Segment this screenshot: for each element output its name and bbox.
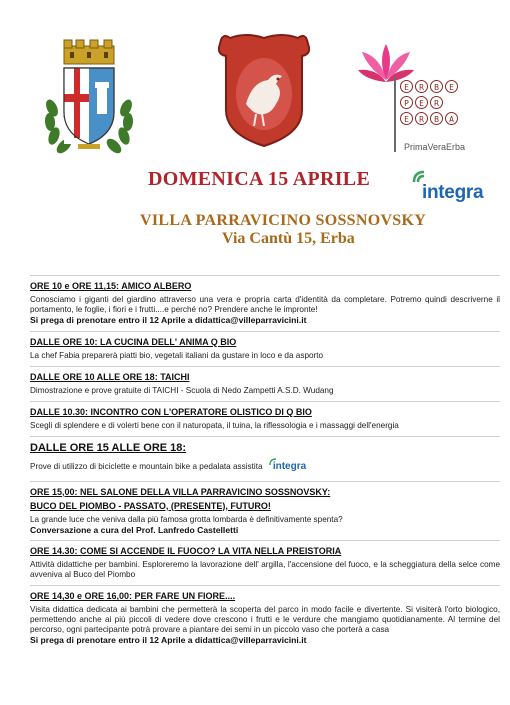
booking-note: Si prega di prenotare entro il 12 Aprile a didattica@villeparravicini.it bbox=[30, 315, 307, 325]
erbe-letter: B bbox=[430, 112, 443, 125]
erbe-per-erba-logo bbox=[356, 40, 474, 154]
divider bbox=[30, 481, 500, 482]
erbe-letter: P bbox=[400, 96, 413, 109]
schedule-item bbox=[30, 337, 500, 361]
erbe-letter: E bbox=[415, 96, 428, 109]
schedule-item-description-row bbox=[30, 458, 500, 476]
flyer-page bbox=[16, 0, 504, 705]
schedule-item bbox=[30, 281, 500, 326]
schedule-item bbox=[30, 487, 500, 536]
erbe-letter: E bbox=[400, 112, 413, 125]
erbe-letter: R bbox=[415, 112, 428, 125]
schedule-item bbox=[30, 407, 500, 431]
erbe-letter: R bbox=[430, 96, 443, 109]
schedule-item bbox=[30, 442, 500, 476]
integra-logo bbox=[412, 170, 496, 210]
speaker-note: Conversazione a cura del Prof. Lanfredo Castelletti bbox=[30, 524, 239, 535]
divider bbox=[30, 275, 500, 276]
erbe-letter: E bbox=[400, 80, 413, 93]
event-date-title: DOMENICA 15 APRILE bbox=[148, 168, 371, 190]
schedule-item-description: Attività didattiche per bambini. Esploreremo la lavorazione dell' argilla, l'accensione del fuoco, e la scheggiatura della selce come avveniva al Buco del Piombo bbox=[30, 560, 500, 579]
schedule-item bbox=[30, 591, 500, 646]
booking-note: Si prega di prenotare entro il 12 Aprile a didattica@villeparravicini.it bbox=[30, 635, 307, 645]
divider bbox=[30, 540, 500, 541]
erbe-letter: B bbox=[430, 80, 443, 93]
venue-address: Via Cantù 15, Erba bbox=[222, 230, 355, 247]
divider bbox=[30, 401, 500, 402]
schedule-item-title: ORE 15,00: NEL SALONE DELLA VILLA PARRAVICINO SOSSNOVSKY: bbox=[30, 486, 331, 497]
schedule-item-description: Scegli di splendere e di volerti bene con il naturopata, il tuina, la riflessologia e i massaggi dell'energia bbox=[30, 420, 399, 430]
schedule-item-description: Visita didattica dedicata ai bambini che permetterà la scoperta del parco in modo facile e divertente. Si visiterà l'orto biologico, permettendo anche ai più piccoli di vedere dove crescono i frutti e le verdure che mangiamo quotidianamente. Al termine del percorso, ogni partecipante potrà provare a piantare dei semi in un piccolo vaso che porterà a casa bbox=[30, 605, 500, 634]
divider bbox=[30, 366, 500, 367]
schedule-item-title: DALLE 10.30: INCONTRO CON L'OPERATORE OLISTICO DI Q BIO bbox=[30, 406, 312, 417]
integra-logo-text: integra bbox=[422, 182, 484, 203]
schedule-item-title: ORE 14.30: COME SI ACCENDE IL FUOCO? LA VITA NELLA PREISTORIA bbox=[30, 546, 342, 556]
schedule-item-description: La chef Fabia preparerà piatti bio, vegetali italiani da gustare in loco e da asporto bbox=[30, 350, 324, 360]
schedule-item-title: DALLE ORE 10: LA CUCINA DELL' ANIMA Q BIO bbox=[30, 336, 237, 347]
erba-coat-of-arms-icon bbox=[42, 38, 136, 156]
schedule-item-description: La grande luce che veniva dalla più famosa grotta lombarda è definitivamente spenta? bbox=[30, 514, 343, 524]
erbe-letter: E bbox=[445, 80, 458, 93]
divider bbox=[30, 585, 500, 586]
schedule-item-title: ORE 10 e ORE 11,15: AMICO ALBERO bbox=[30, 281, 192, 291]
erbe-letter: R bbox=[415, 80, 428, 93]
erbe-caption: PrimaVeraErba bbox=[404, 142, 466, 152]
schedule-item-title: DALLE ORE 10 ALLE ORE 18: TAICHI bbox=[30, 371, 190, 382]
event-schedule bbox=[30, 270, 500, 646]
schedule-item-title: DALLE ORE 15 ALLE ORE 18: bbox=[30, 441, 187, 454]
schedule-item bbox=[30, 546, 500, 580]
integra-small-logo bbox=[269, 458, 311, 476]
erbe-letter-grid bbox=[400, 80, 462, 128]
villa-shield-emblem-icon bbox=[212, 30, 316, 150]
divider bbox=[30, 436, 500, 437]
venue-title: VILLA PARRAVICINO SOSSNOVSKY bbox=[140, 212, 427, 229]
divider bbox=[30, 331, 500, 332]
schedule-item bbox=[30, 372, 500, 396]
schedule-item-description: Prove di utilizzo di biciclette e mountain bike a pedalata assistita bbox=[30, 461, 263, 471]
schedule-item-description: Conosciamo i giganti del giardino attraverso una vera e propria carta d'identità da completare. Potremo quindi descriverne il portamento, le foglie, i fiori e i frutti....e perché no? Prendere anche le impronte! bbox=[30, 295, 500, 314]
erbe-letter: A bbox=[445, 112, 458, 125]
schedule-item-subtitle: BUCO DEL PIOMBO - PASSATO, (PRESENTE), FUTURO! bbox=[30, 500, 271, 511]
schedule-item-description: Dimostrazione e prove gratuite di TAICHI - Scuola di Nedo Zampetti A.S.D. Wudang bbox=[30, 385, 334, 395]
integra-small-logo-text: integra bbox=[272, 460, 307, 472]
schedule-item-title: ORE 14,30 e ORE 16,00: PER FARE UN FIORE.... bbox=[30, 591, 236, 601]
